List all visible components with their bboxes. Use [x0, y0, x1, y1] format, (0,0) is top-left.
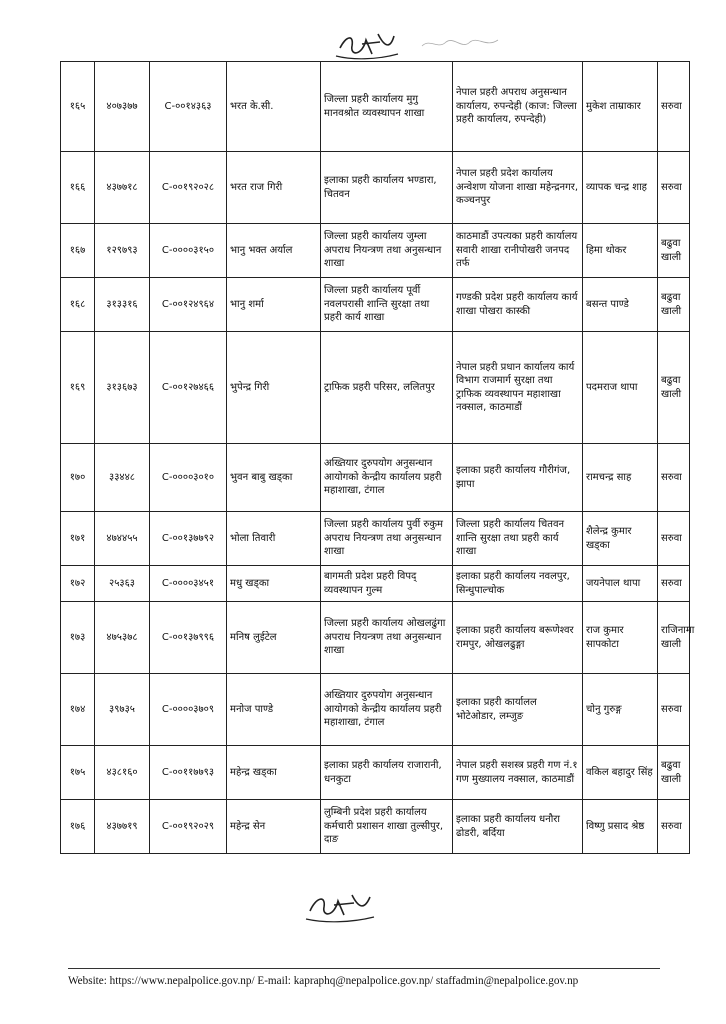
- table-row: [61, 332, 690, 444]
- code-number: C-००००३४५१: [150, 566, 227, 602]
- replacing-officer: वकिल बहादुर सिंह: [583, 746, 658, 800]
- id-number: ४३८१६०: [95, 746, 150, 800]
- person-name: भुवन बाबु खड्का: [227, 444, 321, 512]
- new-office: काठमाडौं उपत्यका प्रहरी कार्यालय सवारी शाखा रानीपोखरी जनपद तर्फ: [453, 224, 583, 278]
- remark: बढुवा खाली: [658, 278, 690, 332]
- signature-bottom: [300, 885, 380, 925]
- table-row: [61, 674, 690, 746]
- serial-number: १७३: [61, 602, 95, 674]
- replacing-officer: विष्णु प्रसाद श्रेष्ठ: [583, 800, 658, 854]
- new-office: जिल्ला प्रहरी कार्यालय चितवन शान्ति सुरक्षा तथा प्रहरी कार्य शाखा: [453, 512, 583, 566]
- code-number: C-००००३१५०: [150, 224, 227, 278]
- remark: सरुवा: [658, 152, 690, 224]
- remark: सरुवा: [658, 674, 690, 746]
- replacing-officer: चोनु गुरुङ्ग: [583, 674, 658, 746]
- faint-scribble: [420, 34, 500, 54]
- code-number: C-००११७७९३: [150, 746, 227, 800]
- table-row: [61, 512, 690, 566]
- table-row: [61, 602, 690, 674]
- remark: सरुवा: [658, 512, 690, 566]
- code-number: C-००१४३६३: [150, 62, 227, 152]
- replacing-officer: मुकेश ताम्राकार: [583, 62, 658, 152]
- id-number: ३३४४८: [95, 444, 150, 512]
- code-number: C-००१९२०२९: [150, 800, 227, 854]
- table-row: [61, 746, 690, 800]
- code-number: C-००००३७०९: [150, 674, 227, 746]
- serial-number: १७१: [61, 512, 95, 566]
- serial-number: १६७: [61, 224, 95, 278]
- id-number: २५३६३: [95, 566, 150, 602]
- replacing-officer: रामचन्द्र साह: [583, 444, 658, 512]
- code-number: C-००१२४९६४: [150, 278, 227, 332]
- new-office: इलाका प्रहरी कार्यालय बरूणेश्वर रामपुर, ओखलढुङ्गा: [453, 602, 583, 674]
- footer-divider: [68, 968, 660, 969]
- remark: बढुवा खाली: [658, 332, 690, 444]
- code-number: C-००१३७९९६: [150, 602, 227, 674]
- current-office: इलाका प्रहरी कार्यालय भण्डारा, चितवन: [321, 152, 453, 224]
- replacing-officer: व्यापक चन्द्र शाह: [583, 152, 658, 224]
- current-office: बागमती प्रदेश प्रहरी विपद् व्यवस्थापन गुल्म: [321, 566, 453, 602]
- current-office: जिल्ला प्रहरी कार्यालय मुगु मानवश्रोत व्यवस्थापन शाखा: [321, 62, 453, 152]
- signature-top: [332, 26, 402, 64]
- current-office: जिल्ला प्रहरी कार्यालय पूर्वी नवलपरासी शान्ति सुरक्षा तथा प्रहरी कार्य शाखा: [321, 278, 453, 332]
- person-name: भानु शर्मा: [227, 278, 321, 332]
- new-office: गण्डकी प्रदेश प्रहरी कार्यालय कार्य शाखा पोखरा कास्की: [453, 278, 583, 332]
- id-number: ४७५३७८: [95, 602, 150, 674]
- current-office: ट्राफिक प्रहरी परिसर, ललितपुर: [321, 332, 453, 444]
- table-row: [61, 62, 690, 152]
- id-number: ४०७३७७: [95, 62, 150, 152]
- id-number: १२९७९३: [95, 224, 150, 278]
- new-office: इलाका प्रहरी कार्यालल भोटेओडार, लम्जुङ: [453, 674, 583, 746]
- person-name: मनोज पाण्डे: [227, 674, 321, 746]
- table-body: [61, 62, 695, 854]
- current-office: लुम्बिनी प्रदेश प्रहरी कार्यालय कर्मचारी प्रशासन शाखा तुल्सीपुर, दाङ: [321, 800, 453, 854]
- table-row: [61, 152, 690, 224]
- new-office: इलाका प्रहरी कार्यालय नवलपुर, सिन्धुपाल्चोक: [453, 566, 583, 602]
- remark: बढुवा खाली: [658, 224, 690, 278]
- footer-contact: Website: https://www.nepalpolice.gov.np/ E-mail: kapraphq@nepalpolice.gov.np/ staffadmin@nepalpolice.gov.np: [68, 975, 579, 987]
- replacing-officer: राज कुमार सापकोटा: [583, 602, 658, 674]
- serial-number: १७०: [61, 444, 95, 512]
- new-office: इलाका प्रहरी कार्यालय धनौरा ढोडरी, बर्दिया: [453, 800, 583, 854]
- replacing-officer: पदमराज थापा: [583, 332, 658, 444]
- current-office: जिल्ला प्रहरी कार्यालय पुर्वी रुकुम अपराध नियन्त्रण तथा अनुसन्धान शाखा: [321, 512, 453, 566]
- remark: सरुवा: [658, 444, 690, 512]
- replacing-officer: बसन्त पाण्डे: [583, 278, 658, 332]
- serial-number: १७५: [61, 746, 95, 800]
- person-name: भरत के.सी.: [227, 62, 321, 152]
- transfer-table: [60, 61, 695, 854]
- current-office: अख्तियार दुरुपयोग अनुसन्धान आयोगको केन्द्रीय कार्यालय प्रहरी महाशाखा, टंगाल: [321, 674, 453, 746]
- new-office: नेपाल प्रहरी सशस्त्र प्रहरी गण नं.१ गण मुख्यालय नक्साल, काठमाडौं: [453, 746, 583, 800]
- person-name: मधु खड्का: [227, 566, 321, 602]
- code-number: C-००१९२०२८: [150, 152, 227, 224]
- table-row: [61, 224, 690, 278]
- current-office: अख्तियार दुरुपयोग अनुसन्धान आयोगको केन्द्रीय कार्यालय प्रहरी महाशाखा, टंगाल: [321, 444, 453, 512]
- table-row: [61, 278, 690, 332]
- id-number: ३१३३१६: [95, 278, 150, 332]
- table-row: [61, 566, 690, 602]
- replacing-officer: हिमा थोकर: [583, 224, 658, 278]
- serial-number: १६९: [61, 332, 95, 444]
- id-number: ३९७३५: [95, 674, 150, 746]
- table-row: [61, 800, 690, 854]
- id-number: ४७४४५५: [95, 512, 150, 566]
- serial-number: १७६: [61, 800, 95, 854]
- remark: सरुवा: [658, 566, 690, 602]
- new-office: इलाका प्रहरी कार्यालय गौरीगंज, झापा: [453, 444, 583, 512]
- person-name: भोला तिवारी: [227, 512, 321, 566]
- new-office: नेपाल प्रहरी प्रदेश कार्यालय अन्वेशण योजना शाखा महेन्द्रनगर, कञ्चनपुर: [453, 152, 583, 224]
- serial-number: १६५: [61, 62, 95, 152]
- serial-number: १७४: [61, 674, 95, 746]
- person-name: मनिष लुईटेल: [227, 602, 321, 674]
- replacing-officer: जयनेपाल थापा: [583, 566, 658, 602]
- person-name: महेन्द्र खड्का: [227, 746, 321, 800]
- person-name: भानु भक्त अर्याल: [227, 224, 321, 278]
- table-row: [61, 444, 690, 512]
- id-number: ४३७७१८: [95, 152, 150, 224]
- serial-number: १७२: [61, 566, 95, 602]
- code-number: C-००१३७७९२: [150, 512, 227, 566]
- id-number: ३१३६७३: [95, 332, 150, 444]
- person-name: भुपेन्द्र गिरी: [227, 332, 321, 444]
- remark: सरुवा: [658, 62, 690, 152]
- new-office: नेपाल प्रहरी अपराध अनुसन्धान कार्यालय, रुपन्देही (काज: जिल्ला प्रहरी कार्यालय, रुपन्देही): [453, 62, 583, 152]
- current-office: इलाका प्रहरी कार्यालय राजारानी, धनकुटा: [321, 746, 453, 800]
- serial-number: १६६: [61, 152, 95, 224]
- remark: बढुवा खाली: [658, 746, 690, 800]
- remark: राजिनामा खाली: [658, 602, 690, 674]
- serial-number: १६८: [61, 278, 95, 332]
- remark: सरुवा: [658, 800, 690, 854]
- person-name: महेन्द्र सेन: [227, 800, 321, 854]
- replacing-officer: शैलेन्द्र कुमार खड्का: [583, 512, 658, 566]
- current-office: जिल्ला प्रहरी कार्यालय जुम्ला अपराध नियन्त्रण तथा अनुसन्धान शाखा: [321, 224, 453, 278]
- code-number: C-००००३०१०: [150, 444, 227, 512]
- current-office: जिल्ला प्रहरी कार्यालय ओखलढुंगा अपराध नियन्त्रण तथा अनुसन्धान शाखा: [321, 602, 453, 674]
- new-office: नेपाल प्रहरी प्रधान कार्यालय कार्य विभाग राजमार्ग सुरक्षा तथा ट्राफिक व्यवस्थापन महाशाखा नक्साल, काठमाडौं: [453, 332, 583, 444]
- code-number: C-००१२७४६६: [150, 332, 227, 444]
- id-number: ४३७७१९: [95, 800, 150, 854]
- person-name: भरत राज गिरी: [227, 152, 321, 224]
